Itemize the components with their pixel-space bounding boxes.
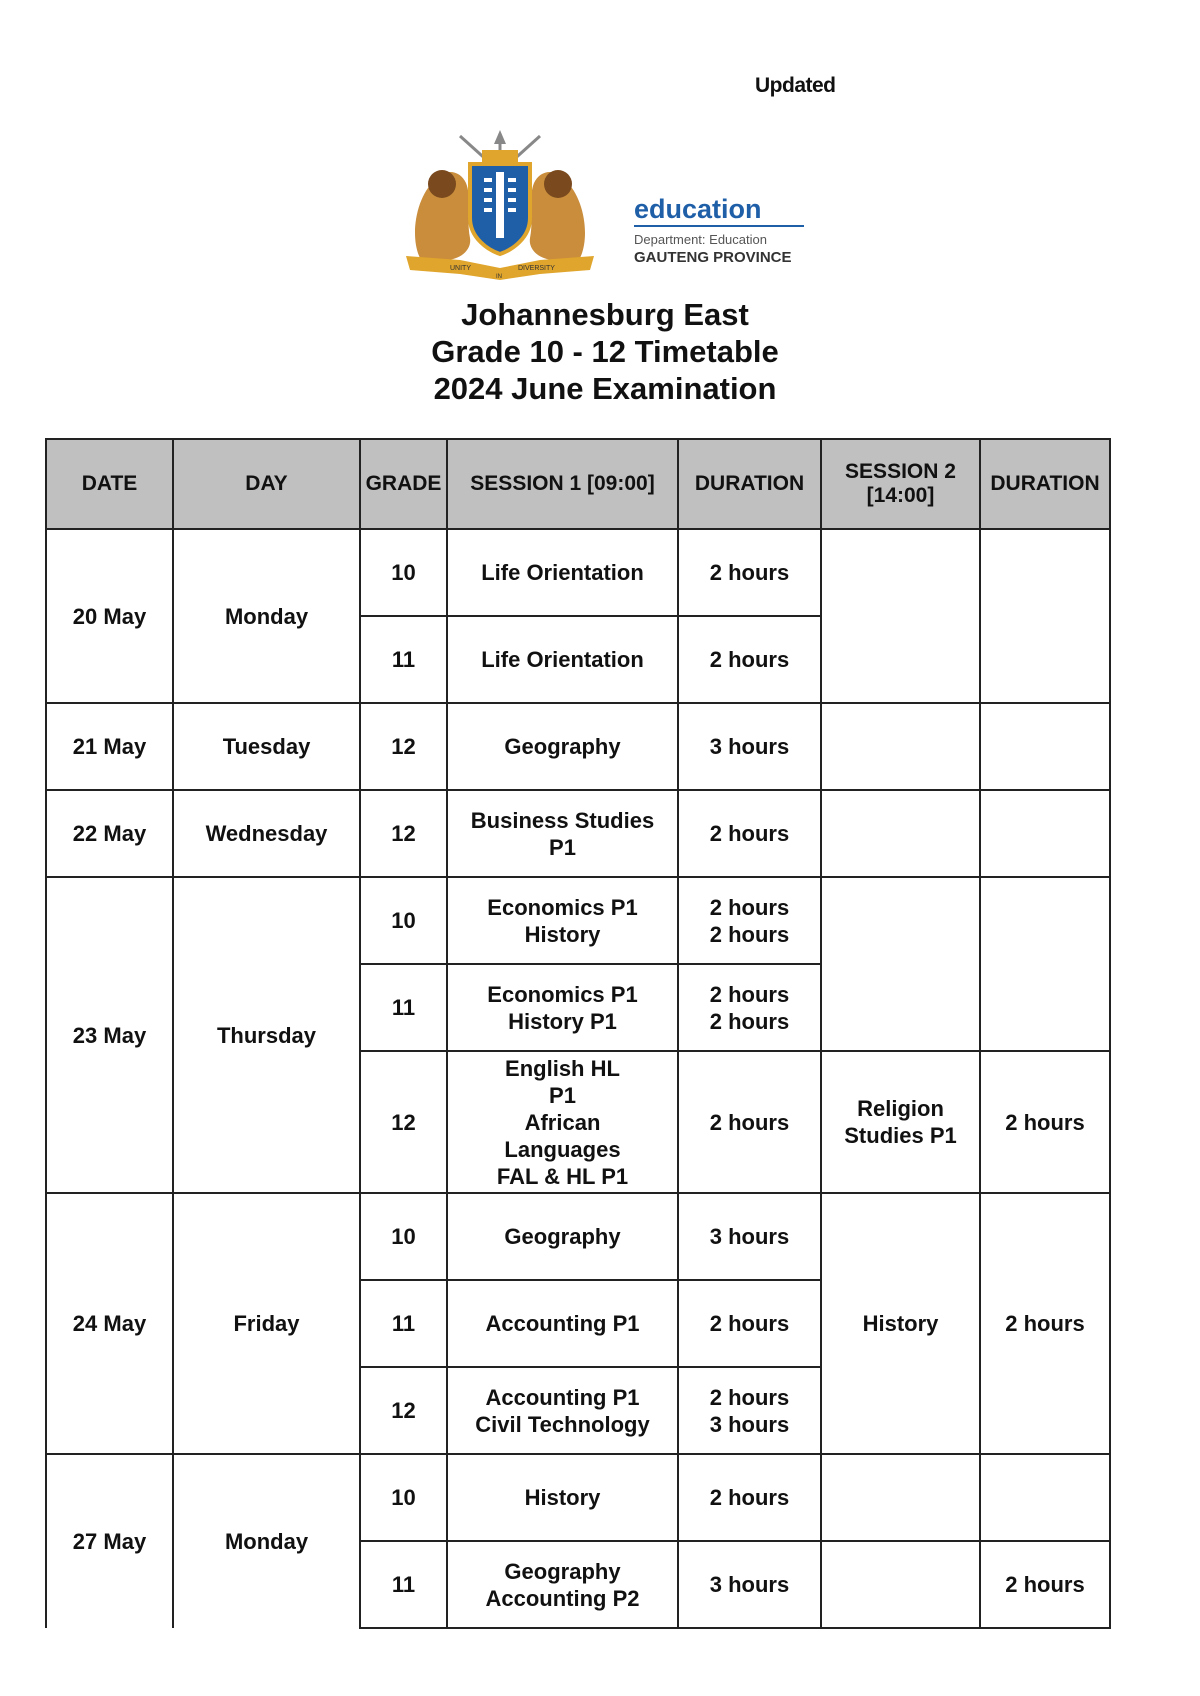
date-cell: 21 May xyxy=(46,703,173,790)
col-header-session2: SESSION 2 [14:00] xyxy=(821,439,980,529)
grade-cell: 10 xyxy=(360,1454,447,1541)
title-line-1: Johannesburg East xyxy=(461,297,749,332)
day-cell: Thursday xyxy=(173,877,360,1193)
session1-cell: Business Studies P1 xyxy=(447,790,678,877)
table-row xyxy=(46,529,1110,616)
duration2-cell: 2 hours xyxy=(980,1051,1110,1193)
duration1-cell: 2 hours 2 hours xyxy=(678,964,821,1051)
duration2-cell xyxy=(980,790,1110,877)
session2-cell xyxy=(821,877,980,1051)
session1-cell: History xyxy=(447,1454,678,1541)
duration1-cell: 2 hours xyxy=(678,1280,821,1367)
grade-cell: 12 xyxy=(360,1367,447,1454)
exam-timetable xyxy=(45,438,1111,1629)
motto-text-3: DIVERSITY xyxy=(518,265,555,272)
grade-cell: 11 xyxy=(360,1541,447,1628)
session1-cell: Geography Accounting P2 xyxy=(447,1541,678,1628)
date-cell: 27 May xyxy=(46,1454,173,1628)
motto-text-2: IN xyxy=(496,274,502,280)
session2-cell xyxy=(821,703,980,790)
date-cell: 20 May xyxy=(46,529,173,703)
session2-cell xyxy=(821,1541,980,1628)
session1-cell: Economics P1 History P1 xyxy=(447,964,678,1051)
date-cell: 22 May xyxy=(46,790,173,877)
duration2-cell: 2 hours xyxy=(980,1193,1110,1454)
date-cell: 23 May xyxy=(46,877,173,1193)
duration1-cell: 3 hours xyxy=(678,1193,821,1280)
duration2-cell xyxy=(980,877,1110,1051)
logo-department-text: Department: Education xyxy=(634,232,767,247)
duration1-cell: 3 hours xyxy=(678,703,821,790)
session2-cell: History xyxy=(821,1193,980,1454)
day-cell: Friday xyxy=(173,1193,360,1454)
session1-cell: Geography xyxy=(447,1193,678,1280)
duration2-cell xyxy=(980,529,1110,703)
logo-brand-text: education xyxy=(634,194,762,224)
table-row xyxy=(46,877,1110,964)
table-row xyxy=(46,1193,1110,1280)
day-cell: Wednesday xyxy=(173,790,360,877)
grade-cell: 12 xyxy=(360,703,447,790)
col-header-duration1: DURATION xyxy=(678,439,821,529)
session1-cell: Geography xyxy=(447,703,678,790)
table-header-row xyxy=(46,439,1110,529)
duration1-cell: 2 hours xyxy=(678,529,821,616)
duration1-cell: 2 hours 2 hours xyxy=(678,877,821,964)
day-cell: Tuesday xyxy=(173,703,360,790)
session2-cell xyxy=(821,790,980,877)
duration1-cell: 2 hours xyxy=(678,1051,821,1193)
session1-cell: English HL P1 African Languages FAL & HL P1 xyxy=(447,1051,678,1193)
grade-cell: 10 xyxy=(360,529,447,616)
motto-text-1: UNITY xyxy=(450,265,471,272)
duration2-cell xyxy=(980,1454,1110,1541)
updated-label: Updated xyxy=(755,74,836,97)
day-cell: Monday xyxy=(173,529,360,703)
grade-cell: 11 xyxy=(360,1280,447,1367)
logo-province-text: GAUTENG PROVINCE xyxy=(634,249,792,266)
session2-cell xyxy=(821,1454,980,1541)
title-line-2: Grade 10 - 12 Timetable xyxy=(431,334,779,369)
grade-cell: 10 xyxy=(360,1193,447,1280)
grade-cell: 12 xyxy=(360,1051,447,1193)
session2-cell: Religion Studies P1 xyxy=(821,1051,980,1193)
session1-cell: Accounting P1 Civil Technology xyxy=(447,1367,678,1454)
table-row xyxy=(46,1454,1110,1541)
table-row xyxy=(46,790,1110,877)
col-header-grade: GRADE xyxy=(360,439,447,529)
grade-cell: 12 xyxy=(360,790,447,877)
grade-cell: 11 xyxy=(360,616,447,703)
gauteng-education-logo xyxy=(400,128,820,280)
col-header-day: DAY xyxy=(173,439,360,529)
col-header-date: DATE xyxy=(46,439,173,529)
duration1-cell: 2 hours xyxy=(678,616,821,703)
document-title xyxy=(330,296,880,407)
duration1-cell: 2 hours xyxy=(678,790,821,877)
title-line-3: 2024 June Examination xyxy=(433,371,777,406)
grade-cell: 11 xyxy=(360,964,447,1051)
session1-cell: Life Orientation xyxy=(447,616,678,703)
col-header-duration2: DURATION xyxy=(980,439,1110,529)
duration1-cell: 2 hours xyxy=(678,1454,821,1541)
session2-cell xyxy=(821,529,980,703)
day-cell: Monday xyxy=(173,1454,360,1628)
col-header-session1: SESSION 1 [09:00] xyxy=(447,439,678,529)
session1-cell: Economics P1 History xyxy=(447,877,678,964)
duration2-cell: 2 hours xyxy=(980,1541,1110,1628)
grade-cell: 10 xyxy=(360,877,447,964)
coat-of-arms-icon xyxy=(400,128,820,280)
session1-cell: Life Orientation xyxy=(447,529,678,616)
date-cell: 24 May xyxy=(46,1193,173,1454)
table-row xyxy=(46,703,1110,790)
duration2-cell xyxy=(980,703,1110,790)
session1-cell: Accounting P1 xyxy=(447,1280,678,1367)
duration1-cell: 2 hours 3 hours xyxy=(678,1367,821,1454)
duration1-cell: 3 hours xyxy=(678,1541,821,1628)
